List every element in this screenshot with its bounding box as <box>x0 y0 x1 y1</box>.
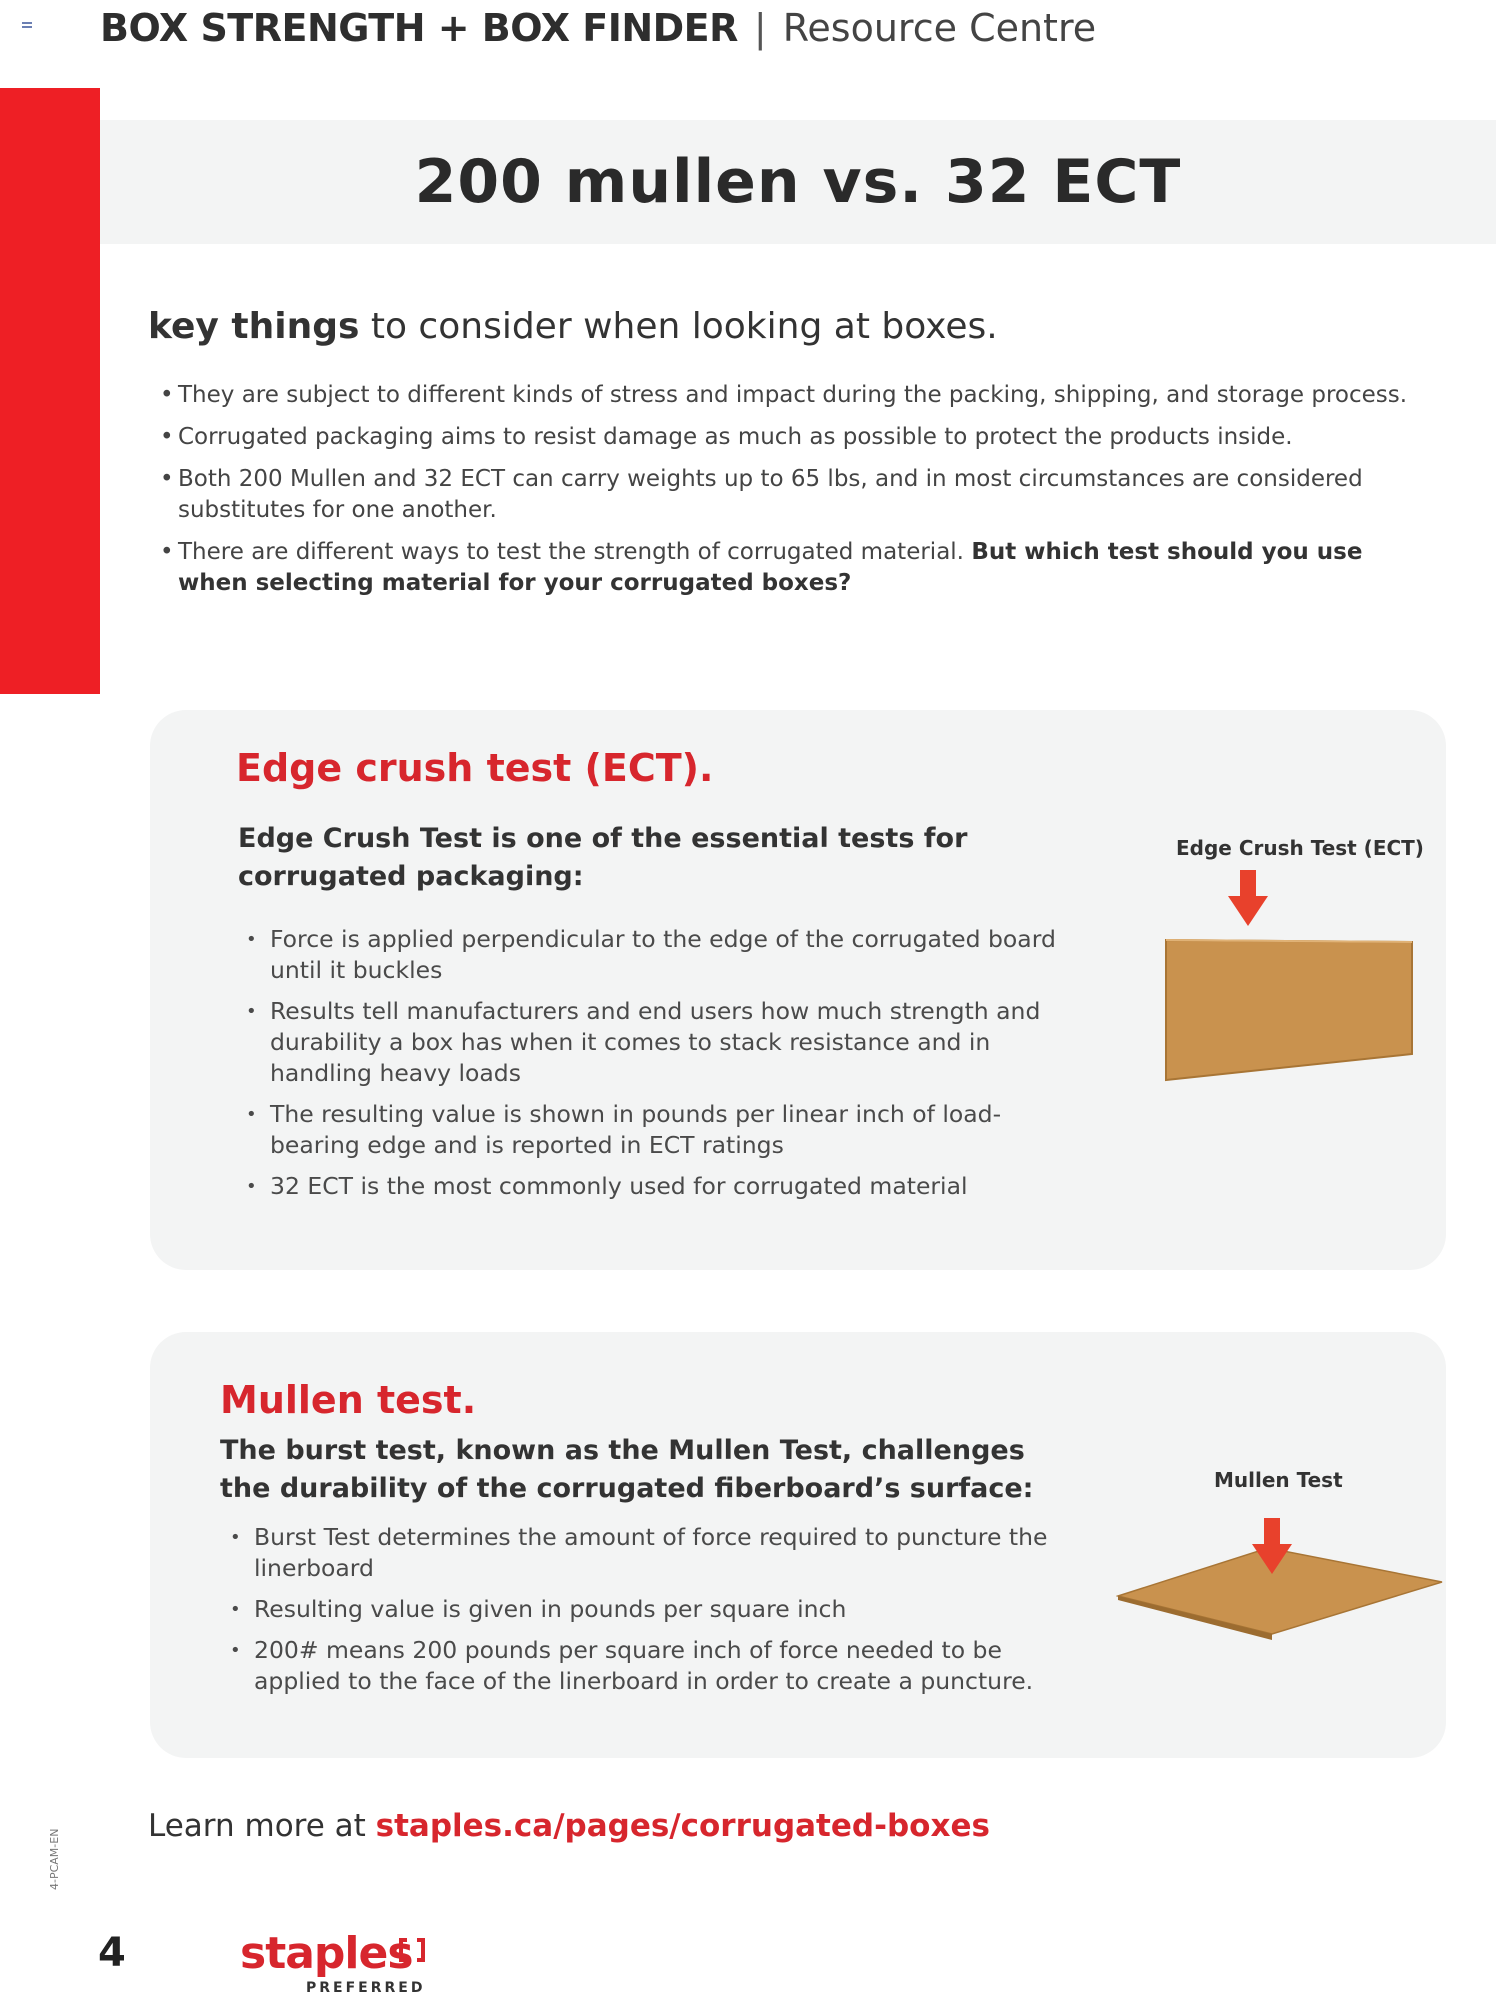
ect-bullet: • The resulting value is shown in pounds per linear inch of load-bearing edge and is reported in ECT ratings <box>246 1099 1086 1161</box>
page-number: 4 <box>98 1930 126 1976</box>
header-title: BOX STRENGTH + BOX FINDER <box>100 6 738 50</box>
key-things-heading <box>148 306 998 347</box>
ect-title: Edge crush test (ECT). <box>236 746 714 790</box>
mullen-subtitle: The burst test, known as the Mullen Test, challenges the durability of the corrugated fiberboard’s surface: <box>220 1435 1034 1504</box>
title-band <box>100 120 1496 244</box>
mullen-figure-label: Mullen Test <box>1214 1468 1343 1492</box>
mullen-bullet: • 200# means 200 pounds per square inch of force needed to be applied to the face of the linerboard in order to create a puncture. <box>230 1635 1090 1697</box>
learn-more-link[interactable]: staples.ca/pages/corrugated-boxes <box>375 1808 990 1844</box>
header <box>100 0 1096 56</box>
down-arrow-icon <box>1228 870 1268 926</box>
ect-bullet: • 32 ECT is the most commonly used for corrugated material <box>246 1171 1086 1202</box>
ect-figure-label: Edge Crush Test (ECT) <box>1176 836 1424 860</box>
key-bullet: • Corrugated packaging aims to resist damage as much as possible to protect the products inside. <box>160 422 1420 453</box>
document-code: 4-PCAM-EN <box>48 1828 61 1890</box>
corrugated-board-edge <box>1166 940 1412 1080</box>
staples-preferred-logo <box>240 1928 460 1998</box>
mullen-title: Mullen test. <box>220 1378 477 1422</box>
mullen-figure <box>1116 1518 1446 1658</box>
page-title: 200 mullen vs. 32 ECT <box>414 147 1182 217</box>
mullen-card <box>150 1332 1446 1758</box>
logo-subtext: PREFERRED <box>306 1980 426 1996</box>
ect-bullet-list <box>246 924 1086 1212</box>
ect-card <box>150 710 1446 1270</box>
mullen-bullet: • Resulting value is given in pounds per square inch <box>230 1594 1090 1625</box>
ect-bullet: • Results tell manufacturers and end users how much strength and durability a box has when it comes to stack resistance and in handling heavy loads <box>246 996 1086 1089</box>
key-bullet-text: There are different ways to test the strength of corrugated material. <box>178 539 972 565</box>
logo-wordmark: staples <box>240 1928 413 1979</box>
key-bullet: • They are subject to different kinds of stress and impact during the packing, shipping, and storage process. <box>160 380 1420 411</box>
key-things-list <box>160 380 1420 610</box>
key-heading-rest: to consider when looking at boxes. <box>359 306 998 347</box>
header-separator: | <box>753 6 767 50</box>
ect-subtitle: Edge Crush Test is one of the essential tests for corrugated packaging: <box>238 823 968 892</box>
learn-more-prefix: Learn more at <box>148 1808 376 1844</box>
logo-bracket-icon <box>398 1938 426 1962</box>
key-bullet-question: But which test should you use when selecting material for your corrugated boxes? <box>178 539 1363 596</box>
key-heading-bold: key things <box>148 306 360 347</box>
learn-more <box>148 1808 990 1844</box>
menu-icon[interactable] <box>22 22 32 30</box>
mullen-bullet-list <box>230 1522 1090 1707</box>
key-bullet <box>160 537 1420 599</box>
header-subtitle: Resource Centre <box>782 6 1097 50</box>
ect-figure <box>1160 870 1420 1110</box>
key-bullet: • Both 200 Mullen and 32 ECT can carry weights up to 65 lbs, and in most circumstances are considered substitutes for one another. <box>160 464 1420 526</box>
mullen-bullet: • Burst Test determines the amount of force required to puncture the linerboard <box>230 1522 1090 1584</box>
ect-bullet: • Force is applied perpendicular to the edge of the corrugated board until it buckles <box>246 924 1086 986</box>
red-accent-bar <box>0 88 100 694</box>
